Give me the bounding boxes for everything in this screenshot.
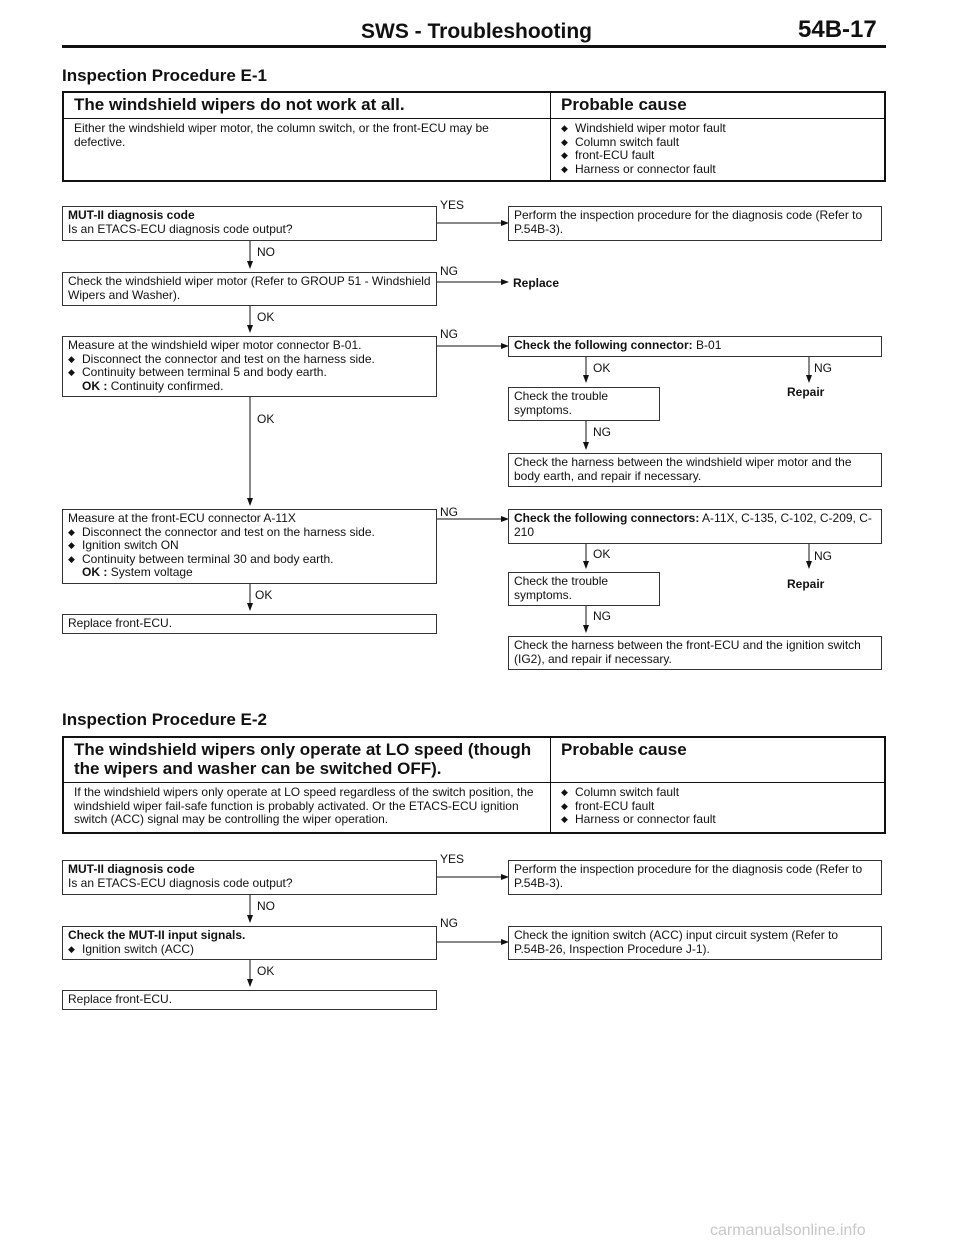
e1-yes-result-box: Perform the inspection procedure for the diagnosis code (Refer to P.54B-3). xyxy=(508,206,882,241)
e1-title: Inspection Procedure E-1 xyxy=(62,66,267,85)
e1-ok2-label: OK xyxy=(593,361,611,375)
e1-step4-bullet: ◆ Continuity between terminal 30 and body earth. xyxy=(68,553,431,567)
e2-cause-item: ◆ Column switch fault xyxy=(561,786,874,800)
e1-description: Either the windshield wiper motor, the column switch, or the front-ECU may be defective. xyxy=(74,121,489,149)
e1-symptoms1-box: Check the trouble symptoms. xyxy=(508,387,660,421)
e2-title: Inspection Procedure E-2 xyxy=(62,710,267,729)
e1-ng3-label: NG xyxy=(814,361,832,375)
e1-ok5-label: OK xyxy=(255,588,273,602)
e1-harness1-box: Check the harness between the windshield wiper motor and the body earth, and repair if necessary. xyxy=(508,453,882,487)
e1-step4-line1: Measure at the front-ECU connector A-11X xyxy=(68,511,296,525)
e2-symptom: The windshield wipers only operate at LO speed (though the wipers and washer can be switched OFF). xyxy=(63,737,551,783)
e1-ok1-label: OK xyxy=(257,310,275,324)
e1-conn2-val: A-11X, C-135, C-102, C-209, C-210 xyxy=(514,511,872,539)
e2-no-label: NO xyxy=(257,899,275,913)
e2-cause-item: ◆ front-ECU fault xyxy=(561,800,874,814)
e2-cause-item: ◆ Harness or connector fault xyxy=(561,813,874,827)
e1-replace-ecu-box: Replace front-ECU. xyxy=(62,614,437,634)
e2-ng-label: NG xyxy=(440,916,458,930)
e1-ok4-label: OK xyxy=(593,547,611,561)
e1-ng2-label: NG xyxy=(440,327,458,341)
page-code: 54B-17 xyxy=(798,16,877,43)
e1-replace-text: Replace xyxy=(513,276,560,290)
e2-step2-title: Check the MUT-II input signals. xyxy=(68,928,246,942)
e1-ng5-label: NG xyxy=(440,505,458,519)
e2-replace-ecu-box: Replace front-ECU. xyxy=(62,990,437,1010)
e1-no-label: NO xyxy=(257,245,275,259)
e1-ng4-label: NG xyxy=(593,425,611,439)
e1-ok3-label: OK xyxy=(257,412,275,426)
e1-step3-bullet: ◆ Continuity between terminal 5 and body earth. xyxy=(68,366,431,380)
e2-yes-label: YES xyxy=(440,852,465,866)
e1-cause-item: ◆ front-ECU fault xyxy=(561,149,874,163)
e1-step3-bullet: ◆ Disconnect the connector and test on the harness side. xyxy=(68,353,431,367)
e2-step1-title: MUT-II diagnosis code xyxy=(68,862,195,876)
e2-step2-bullet: ◆ Ignition switch (ACC) xyxy=(68,943,431,957)
e1-ng1-label: NG xyxy=(440,264,458,278)
e1-repair2-text: Repair xyxy=(787,577,825,591)
e1-cause-item: ◆ Windshield wiper motor fault xyxy=(561,122,874,136)
e2-cause-heading: Probable cause xyxy=(551,737,886,783)
e1-symptom: The windshield wipers do not work at all. xyxy=(63,92,551,119)
e2-step1-box xyxy=(62,860,437,895)
e1-symptoms2-box: Check the trouble symptoms. xyxy=(508,572,660,606)
e1-repair1-text: Repair xyxy=(787,385,825,399)
e1-step4-box xyxy=(62,509,437,584)
e2-description: If the windshield wipers only operate at LO speed regardless of the switch position, the windshield wiper fail-safe function is probably activated. Or the ETACS-ECU ignition switch (ACC) signal may be controlling the wiper operation. xyxy=(74,785,534,826)
e2-cause-table xyxy=(62,736,886,834)
e1-conn1-val: B-01 xyxy=(696,338,722,352)
e2-ng-result-box: Check the ignition switch (ACC) input circuit system (Refer to P.54B-26, Inspection Procedure J-1). xyxy=(508,926,882,960)
e2-ok-label: OK xyxy=(257,964,275,978)
e2-causes xyxy=(551,783,886,834)
e1-conn1-key: Check the following connector: xyxy=(514,338,693,352)
e1-cause-item: ◆ Column switch fault xyxy=(561,136,874,150)
e1-conn2-key: Check the following connectors: xyxy=(514,511,700,525)
e1-yes-label: YES xyxy=(440,198,465,212)
e1-step1-box xyxy=(62,206,437,241)
e1-ng7-label: NG xyxy=(593,609,611,623)
e1-step1-text: Is an ETACS-ECU diagnosis code output? xyxy=(68,221,293,236)
e1-harness2-box: Check the harness between the front-ECU and the ignition switch (IG2), and repair if necessary. xyxy=(508,636,882,670)
e1-step4-bullet: ◆ Ignition switch ON xyxy=(68,539,431,553)
e1-ng6-label: NG xyxy=(814,549,832,563)
e2-yes-result-box: Perform the inspection procedure for the diagnosis code (Refer to P.54B-3). xyxy=(508,860,882,895)
e1-step1-title: MUT-II diagnosis code xyxy=(68,208,195,222)
e1-step3-ok: OK : Continuity confirmed. xyxy=(82,378,224,393)
e1-cause-heading: Probable cause xyxy=(551,92,886,119)
e1-step3-line1: Measure at the windshield wiper motor connector B-01. xyxy=(68,338,362,352)
header-title: SWS - Troubleshooting xyxy=(361,20,592,43)
e1-step4-ok: OK : System voltage xyxy=(82,565,193,579)
e1-conn2-box xyxy=(508,509,882,544)
e1-step2-box: Check the windshield wiper motor (Refer to GROUP 51 - Windshield Wipers and Washer). xyxy=(62,272,437,306)
e1-cause-item: ◆ Harness or connector fault xyxy=(561,163,874,177)
e2-step2-box xyxy=(62,926,437,960)
e2-step1-text: Is an ETACS-ECU diagnosis code output? xyxy=(68,875,293,890)
footer-watermark: carmanualsonline.info xyxy=(710,1222,866,1239)
e1-conn1-box xyxy=(508,336,882,357)
e1-step4-bullet: ◆ Disconnect the connector and test on the harness side. xyxy=(68,526,431,540)
e1-step3-box xyxy=(62,336,437,397)
